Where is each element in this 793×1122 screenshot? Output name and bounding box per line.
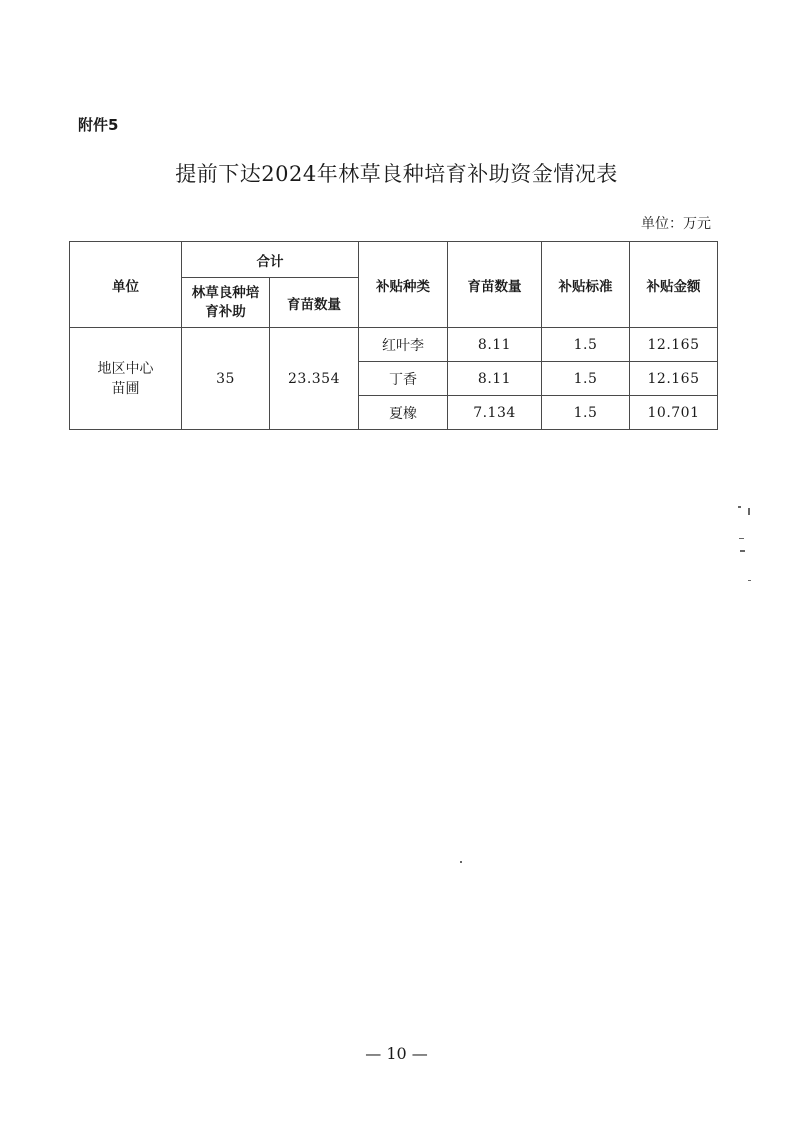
header-species: 补贴种类: [359, 242, 448, 328]
scan-speck: [740, 550, 745, 552]
subsidy-table: [69, 241, 718, 430]
amount-cell: 12.165: [630, 362, 718, 396]
qty-cell: 8.11: [448, 362, 542, 396]
header-row-1: [70, 242, 718, 278]
amount-cell: 12.165: [630, 328, 718, 362]
standard-cell: 1.5: [542, 362, 630, 396]
scan-speck: [748, 580, 751, 581]
document-title: 提前下达2024年林草良种培育补助资金情况表: [175, 162, 618, 186]
species-cell: 夏橡: [359, 396, 448, 430]
header-amount: 补贴金额: [630, 242, 718, 328]
header-total: 合计: [182, 242, 359, 278]
species-cell: 红叶李: [359, 328, 448, 362]
header-qty: 育苗数量: [448, 242, 542, 328]
species-cell: 丁香: [359, 362, 448, 396]
table-row: [70, 328, 718, 362]
header-unit: 单位: [70, 242, 182, 328]
total-subsidy-cell: 35: [182, 328, 270, 430]
scan-speck: [739, 538, 744, 539]
page-number: — 10 —: [365, 1044, 428, 1063]
header-subsidy-total: [182, 278, 270, 328]
amount-cell: 10.701: [630, 396, 718, 430]
total-seedlings-cell: 23.354: [270, 328, 359, 430]
header-seedling-qty: 育苗数量: [270, 278, 359, 328]
scan-speck: [738, 506, 741, 508]
unit-name: 地区中心苗圃: [97, 360, 154, 397]
scan-speck: [748, 508, 750, 515]
attachment-label: 附件5: [78, 116, 119, 134]
standard-cell: 1.5: [542, 396, 630, 430]
header-subsidy-total-text: 林草良种培育补助: [191, 284, 260, 320]
qty-cell: 8.11: [448, 328, 542, 362]
unit-note: 单位：万元: [641, 216, 711, 232]
qty-cell: 7.134: [448, 396, 542, 430]
scan-speck: [460, 861, 462, 863]
unit-name-cell: [70, 328, 182, 430]
standard-cell: 1.5: [542, 328, 630, 362]
header-standard: 补贴标准: [542, 242, 630, 328]
